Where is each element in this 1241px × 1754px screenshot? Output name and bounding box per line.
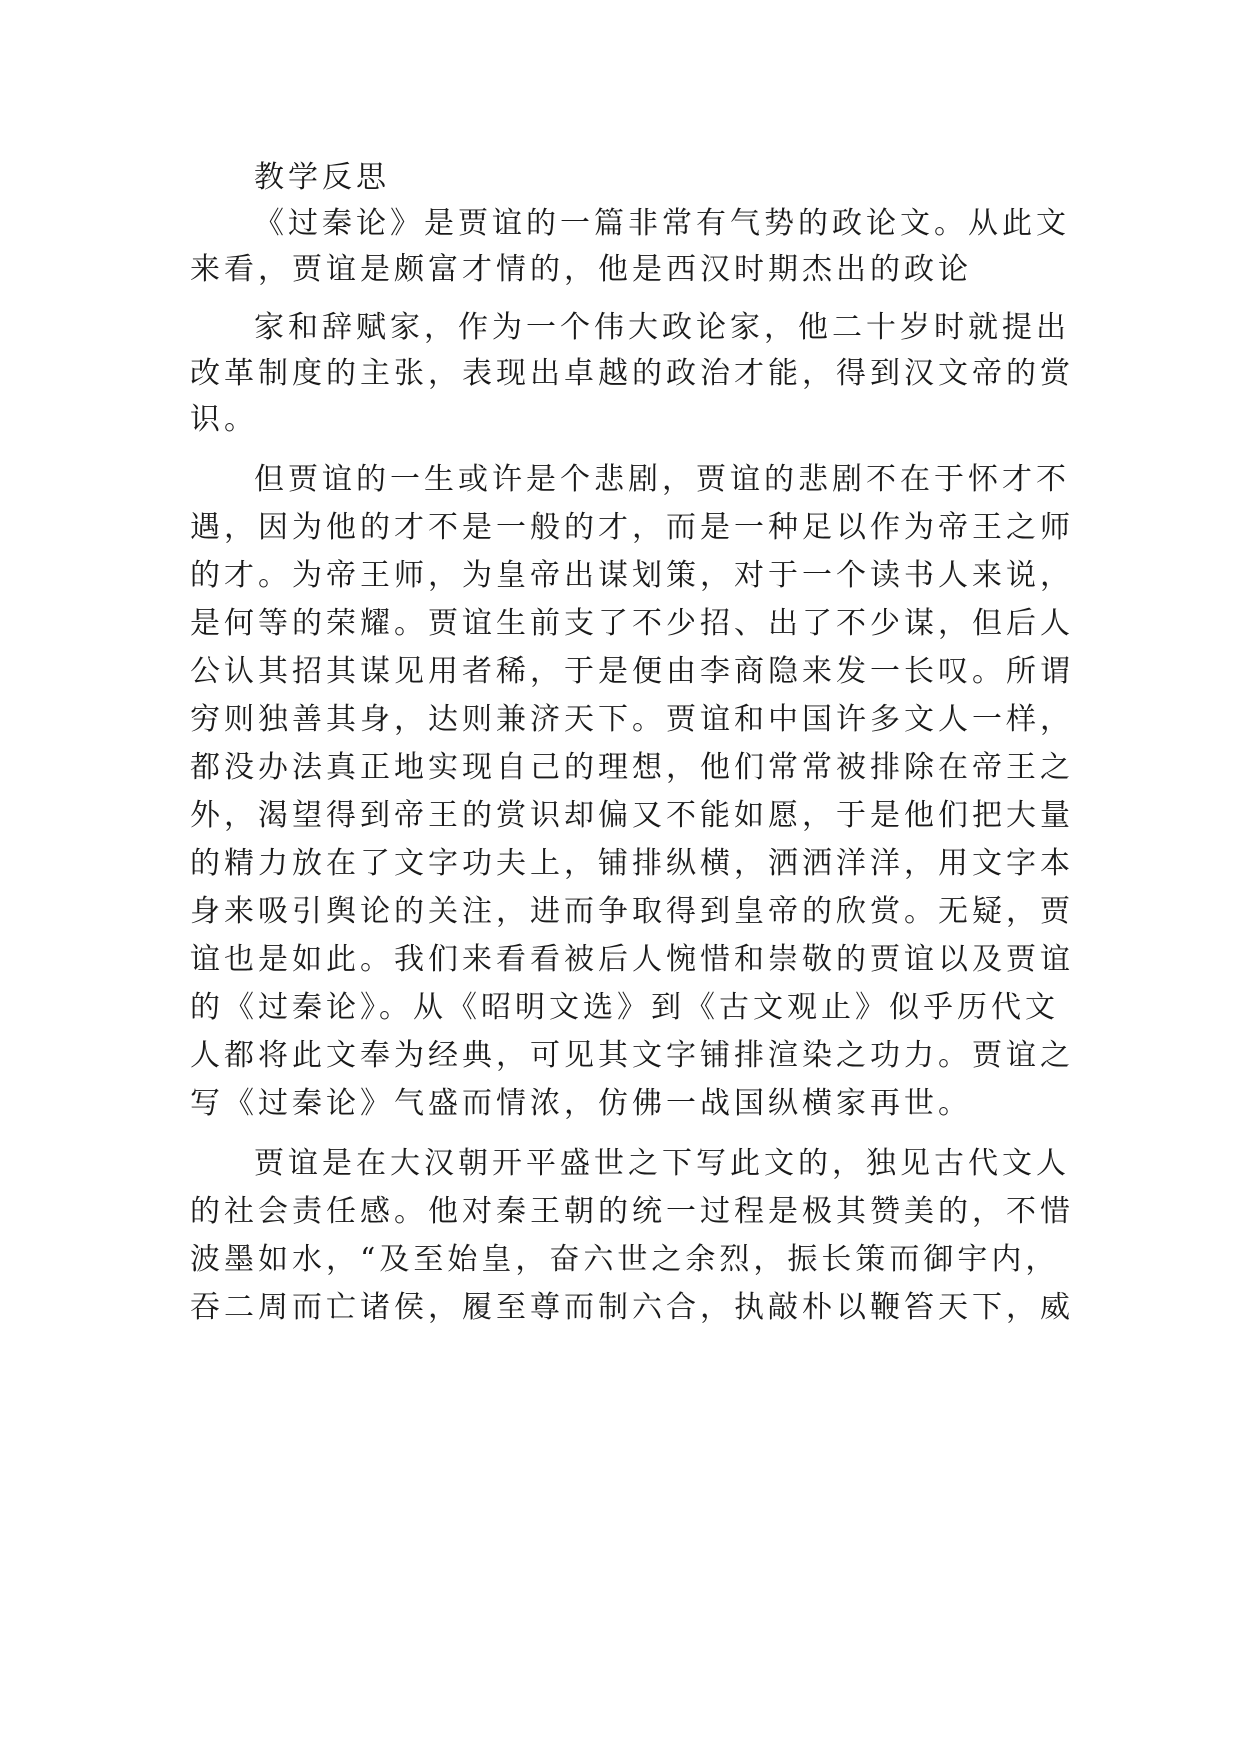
paragraph-line: 《过秦论》是贾谊的一篇非常有气势的政论文。从此文 — [254, 206, 1070, 241]
paragraph-line: 人都将此文奉为经典，可见其文字铺排渲染之功力。贾谊之 — [190, 1038, 1074, 1073]
paragraph-line: 是何等的荣耀。贾谊生前支了不少招、出了不少谋，但后人 — [190, 606, 1074, 641]
paragraph-line: 的社会责任感。他对秦王朝的统一过程是极其赞美的，不惜 — [190, 1194, 1074, 1229]
paragraph-line: 吞二周而亡诸侯，履至尊而制六合，执敲朴以鞭笞天下，威 — [190, 1290, 1074, 1325]
paragraph-line: 来看，贾谊是颇富才情的，他是西汉时期杰出的政论 — [190, 252, 972, 287]
paragraph-line: 遇，因为他的才不是一般的才，而是一种足以作为帝王之师 — [190, 510, 1074, 545]
heading: 教学反思 — [254, 160, 390, 195]
paragraph-line: 的精力放在了文字功夫上，铺排纵横，洒洒洋洋，用文字本 — [190, 846, 1074, 881]
paragraph-line: 穷则独善其身，达则兼济天下。贾谊和中国许多文人一样， — [190, 702, 1074, 737]
paragraph-line: 识。 — [190, 402, 258, 437]
paragraph-line: 都没办法真正地实现自己的理想，他们常常被排除在帝王之 — [190, 750, 1074, 785]
paragraph-line: 公认其招其谋见用者稀，于是便由李商隐来发一长叹。所谓 — [190, 654, 1074, 689]
paragraph-line: 的《过秦论》。从《昭明文选》到《古文观止》似乎历代文 — [190, 990, 1059, 1025]
paragraph-line: 外，渴望得到帝王的赏识却偏又不能如愿，于是他们把大量 — [190, 798, 1074, 833]
paragraph-line: 家和辞赋家，作为一个伟大政论家，他二十岁时就提出 — [254, 310, 1070, 345]
paragraph-line: 身来吸引舆论的关注，进而争取得到皇帝的欣赏。无疑，贾 — [190, 894, 1074, 929]
paragraph-line: 的才。为帝王师，为皇帝出谋划策，对于一个读书人来说， — [190, 558, 1074, 593]
paragraph-line: 但贾谊的一生或许是个悲剧，贾谊的悲剧不在于怀才不 — [254, 462, 1070, 497]
paragraph-line: 改革制度的主张，表现出卓越的政治才能，得到汉文帝的赏 — [190, 356, 1074, 391]
paragraph-line: 波墨如水，“及至始皇，奋六世之余烈，振长策而御宇内， — [190, 1242, 1060, 1277]
paragraph-line: 贾谊是在大汉朝开平盛世之下写此文的，独见古代文人 — [254, 1146, 1070, 1181]
paragraph-line: 写《过秦论》气盛而情浓，仿佛一战国纵横家再世。 — [190, 1086, 972, 1121]
paragraph-line: 谊也是如此。我们来看看被后人惋惜和崇敬的贾谊以及贾谊 — [190, 942, 1074, 977]
